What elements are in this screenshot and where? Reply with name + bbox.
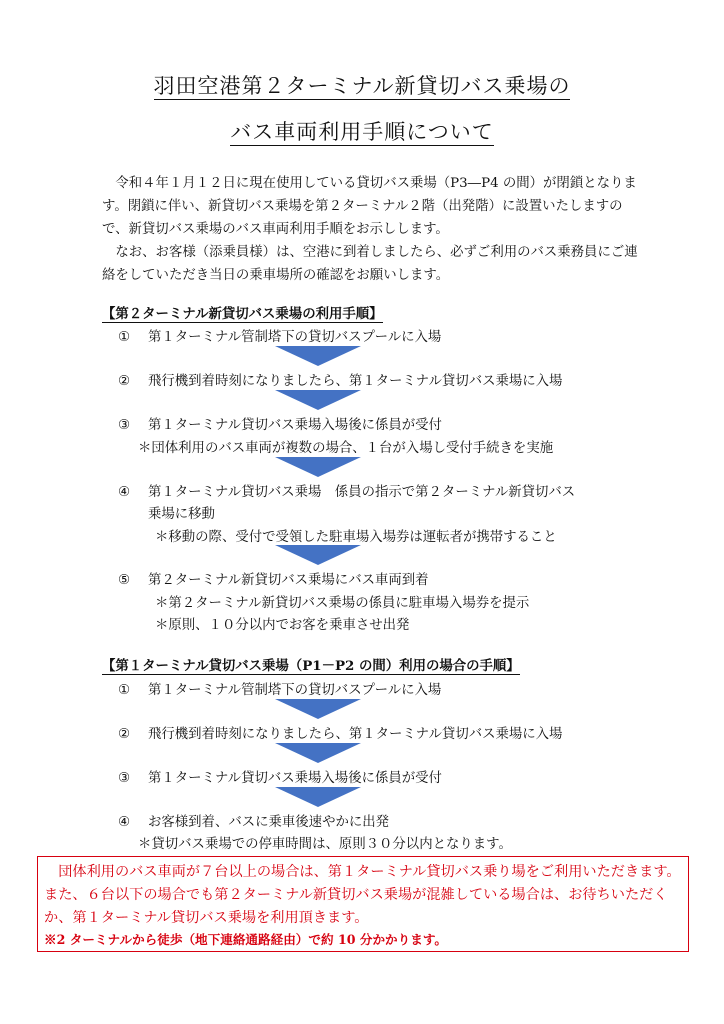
section1-step-4-continued: 乗場に移動	[148, 507, 215, 522]
section1-step-5: ⑤ 第２ターミナル新貸切バス乗場にバス車両到着	[118, 573, 429, 588]
page-title-line1: 羽田空港第２ターミナル新貸切バス乗場の	[153, 74, 571, 98]
section1-step-4: ④ 第１ターミナル貸切バス乗場 係員の指示で第２ターミナル新貸切バス	[118, 485, 576, 500]
down-arrow-icon	[275, 457, 361, 477]
section2-heading: 【第１ターミナル貸切バス乗場（P1－P2 の間）利用の場合の手順】	[102, 658, 520, 674]
down-arrow-icon	[275, 699, 361, 719]
section2-note-4: ＊貸切バス乗場での停車時間は、原則３０分以内となります。	[138, 837, 512, 852]
section1-step-2: ② 飛行機到着時刻になりましたら、第１ターミナル貸切バス乗場に入場	[118, 374, 563, 389]
intro-paragraph-2: なお、お客様（添乗員様）は、空港に到着しましたら、必ずご利用のバス乗務員にご連絡をしていただき当日の乗車場所の確認をお願いします。	[102, 245, 638, 283]
page-title-line2: バス車両利用手順について	[230, 120, 494, 144]
notice-subtext: ※2 ターミナルから徒歩（地下連絡通路経由）で約 10 分かかります。	[44, 932, 448, 947]
section1-step-3: ③ 第１ターミナル貸切バス乗場入場後に係員が受付	[118, 418, 442, 433]
section2-step-4: ④ お客様到着、バスに乗車後速やかに出発	[118, 815, 390, 830]
section1-step-1: ① 第１ターミナル管制塔下の貸切バスプールに入場	[118, 330, 442, 345]
section1-note-4: ＊移動の際、受付で受領した駐車場入場券は運転者が携帯すること	[155, 530, 557, 545]
section2-step-2: ② 飛行機到着時刻になりましたら、第１ターミナル貸切バス乗場に入場	[118, 727, 563, 742]
intro-paragraph-1: 令和４年１月１２日に現在使用している貸切バス乗場（P3―P4 の間）が閉鎖となります。閉鎖に伴い、新貸切バス乗場を第２ターミナル２階（出発階）に設置いたしますので、新貸切バス乗場のバス車両利用手順をお示しします。	[102, 176, 637, 237]
notice-text: 団体利用のバス車両が７台以上の場合は、第１ターミナル貸切バス乗り場をご利用いただきます。また、６台以下の場合でも第２ターミナル新貸切バス乗場が混雑している場合は、お待ちいただくか、第１ターミナル貸切バス乗場を利用頂きます。	[44, 864, 681, 926]
down-arrow-icon	[275, 346, 361, 366]
down-arrow-icon	[275, 390, 361, 410]
section1-heading: 【第２ターミナル新貸切バス乗場の利用手順】	[102, 306, 383, 322]
down-arrow-icon	[275, 743, 361, 763]
down-arrow-icon	[275, 787, 361, 807]
notice-box	[37, 856, 689, 952]
section2-step-1: ① 第１ターミナル管制塔下の貸切バスプールに入場	[118, 683, 442, 698]
section1-note-5a: ＊第２ターミナル新貸切バス乗場の係員に駐車場入場券を提示	[155, 596, 530, 611]
down-arrow-icon	[275, 545, 361, 565]
section2-step-3: ③ 第１ターミナル貸切バス乗場入場後に係員が受付	[118, 771, 442, 786]
intro-text	[102, 172, 642, 287]
section1-note-5b: ＊原則、１０分以内でお客を乗車させ出発	[155, 618, 410, 633]
section1-note-3: ＊団体利用のバス車両が複数の場合、１台が入場し受付手続きを実施	[138, 441, 554, 456]
